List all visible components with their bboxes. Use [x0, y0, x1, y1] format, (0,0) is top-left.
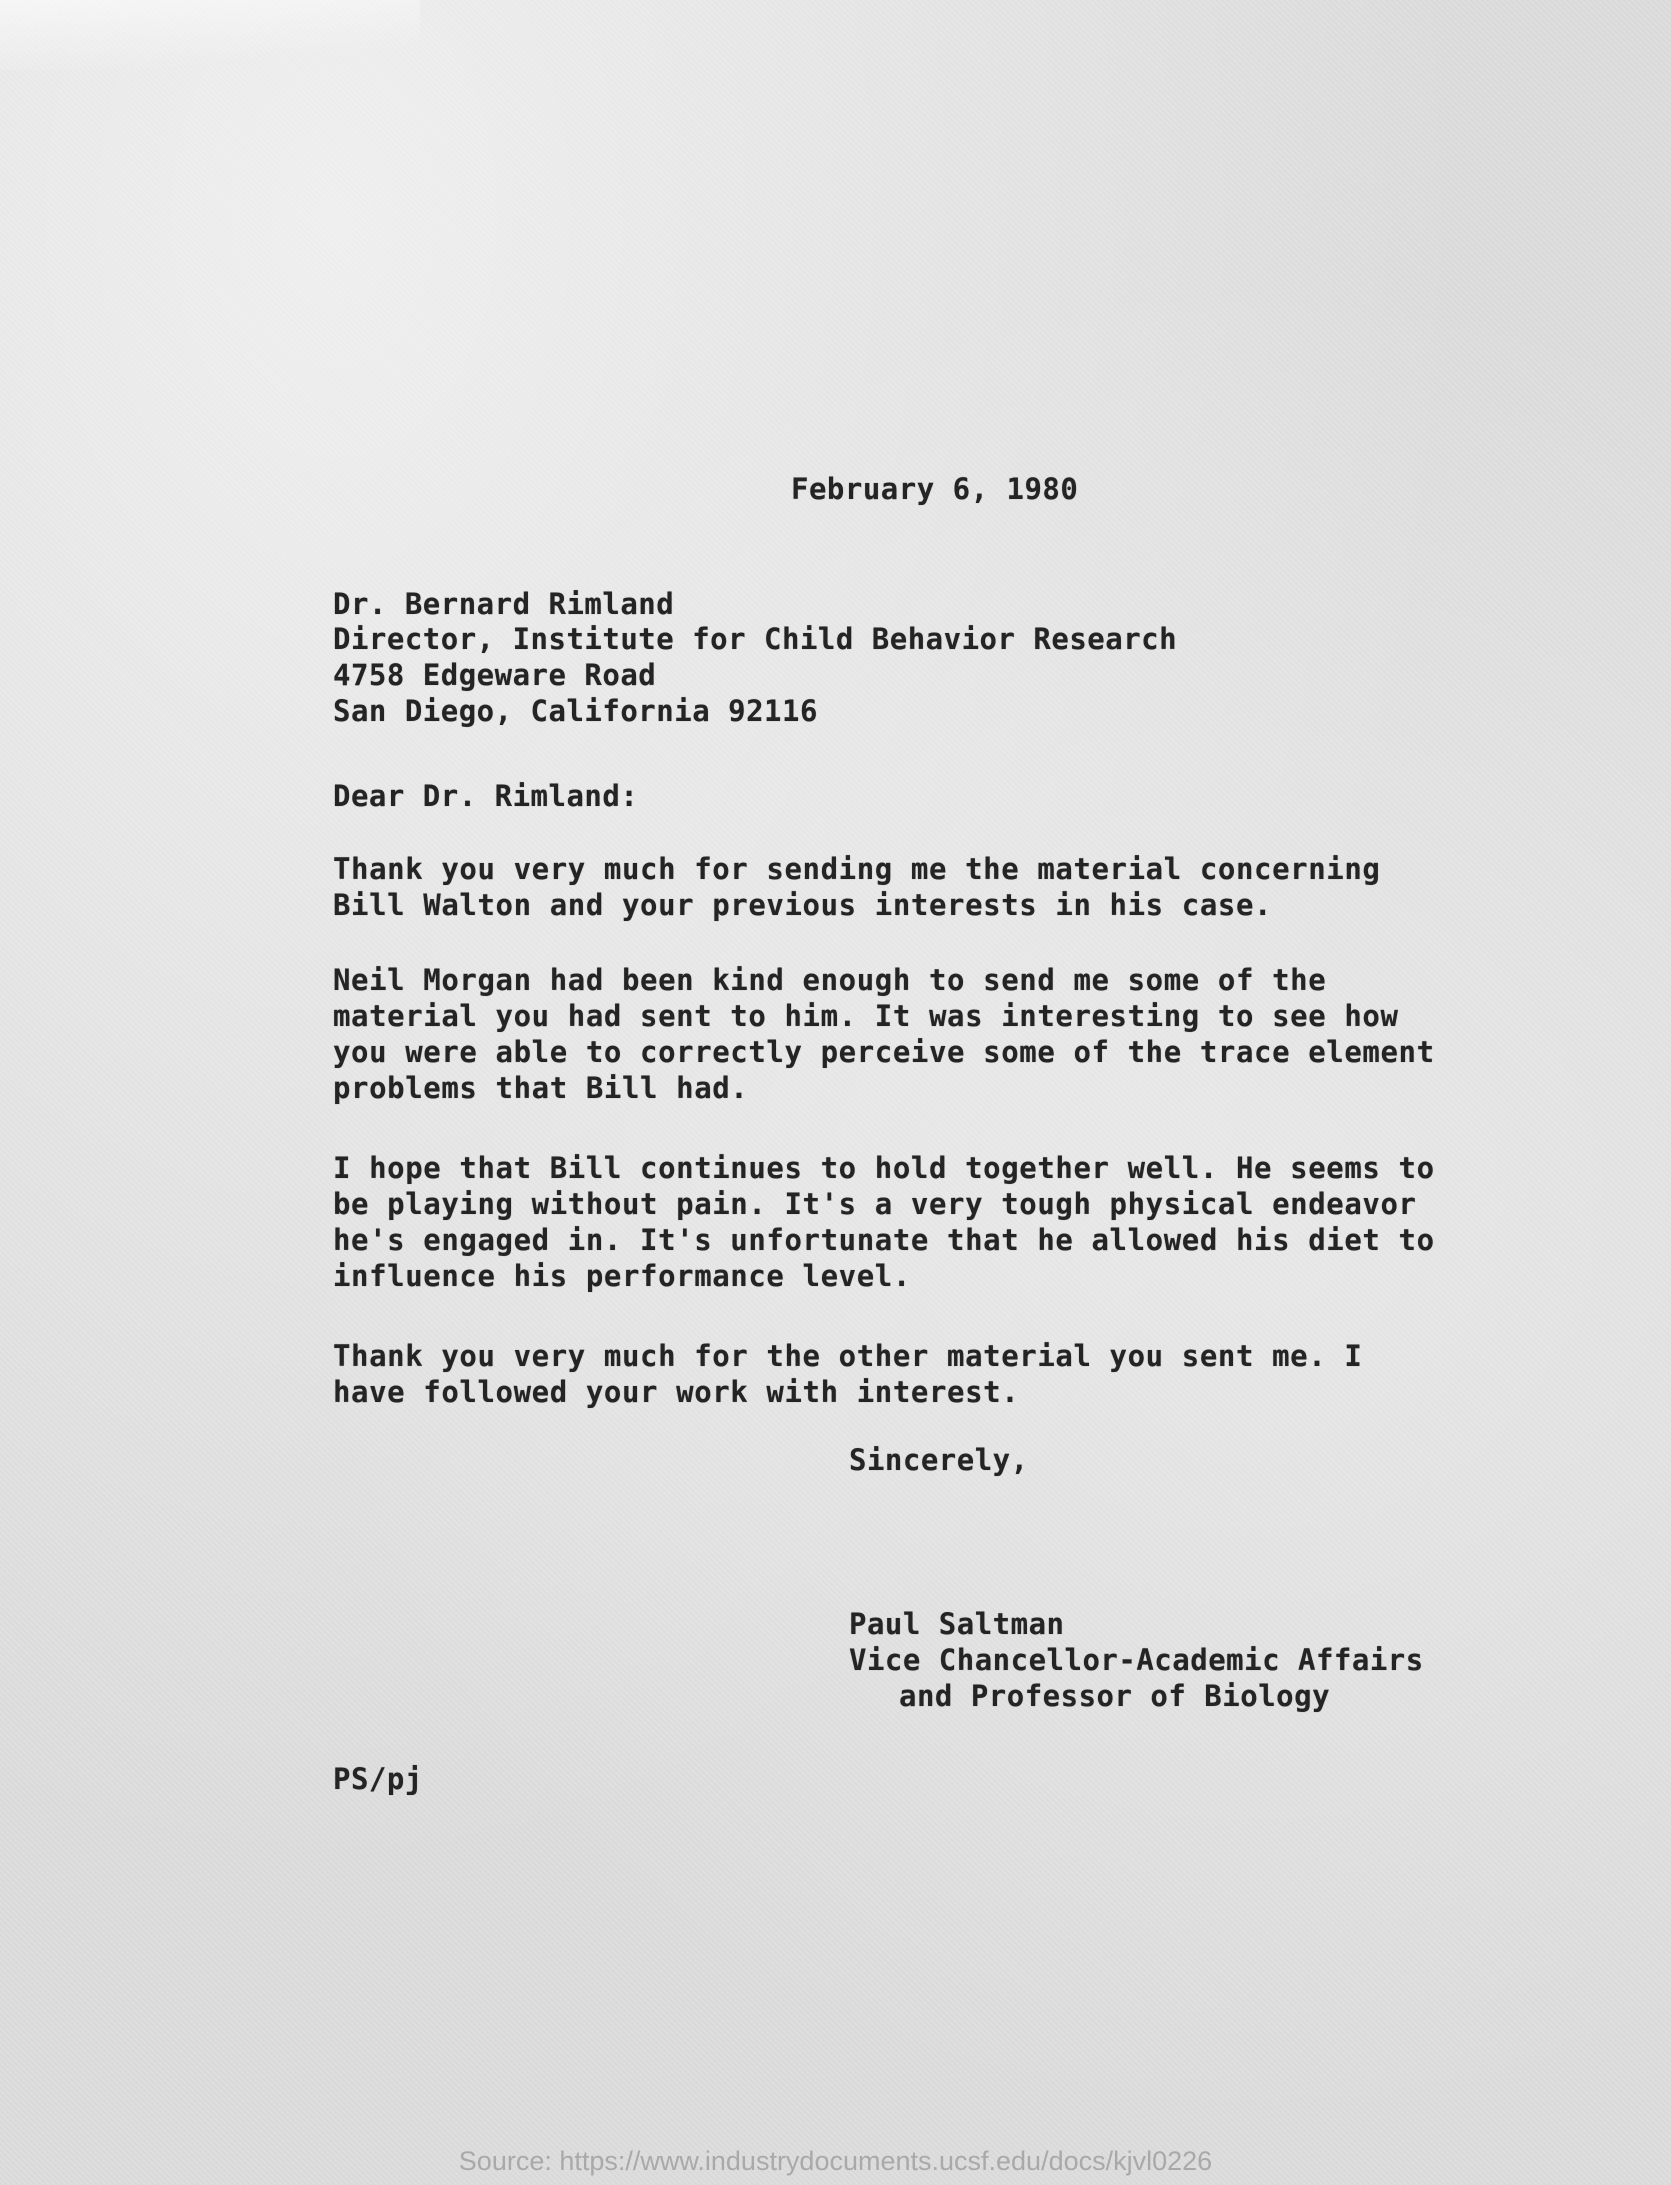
paper-fold-shading: [0, 0, 420, 70]
salutation: Dear Dr. Rimland:: [333, 779, 639, 813]
signer-title-line-2: and Professor of Biology: [899, 1679, 1331, 1713]
paragraph-line: material you had sent to him. It was interesting to see how: [333, 999, 1399, 1033]
signer-name: Paul Saltman: [849, 1607, 1065, 1641]
paragraph-line: Thank you very much for the other material you sent me. I: [333, 1339, 1363, 1373]
letter-date: February 6, 1980: [791, 472, 1079, 506]
paragraph-line: have followed your work with interest.: [333, 1375, 1020, 1409]
paragraph-line: Bill Walton and your previous interests in his case.: [333, 888, 1273, 922]
recipient-street: 4758 Edgeware Road: [333, 658, 657, 692]
closing: Sincerely,: [849, 1443, 1029, 1477]
paragraph-line: influence his performance level.: [333, 1259, 911, 1293]
paragraph-line: you were able to correctly perceive some of the trace element: [333, 1035, 1435, 1069]
paragraph-line: he's engaged in. It's unfortunate that he allowed his diet to: [333, 1223, 1435, 1257]
typist-initials: PS/pj: [333, 1762, 423, 1796]
paragraph-line: Thank you very much for sending me the material concerning: [333, 852, 1381, 886]
paragraph-line: be playing without pain. It's a very tough physical endeavor: [333, 1187, 1417, 1221]
paragraph-line: I hope that Bill continues to hold together well. He seems to: [333, 1151, 1435, 1185]
recipient-name: Dr. Bernard Rimland: [333, 587, 675, 621]
paragraph-line: problems that Bill had.: [333, 1071, 749, 1105]
paragraph-line: Neil Morgan had been kind enough to send me some of the: [333, 963, 1327, 997]
signer-title-line-1: Vice Chancellor-Academic Affairs: [849, 1643, 1424, 1677]
recipient-city: San Diego, California 92116: [333, 694, 818, 728]
recipient-title: Director, Institute for Child Behavior Research: [333, 622, 1178, 656]
source-footer: Source: https://www.industrydocuments.ucsf.edu/docs/kjvl0226: [458, 2146, 1213, 2176]
